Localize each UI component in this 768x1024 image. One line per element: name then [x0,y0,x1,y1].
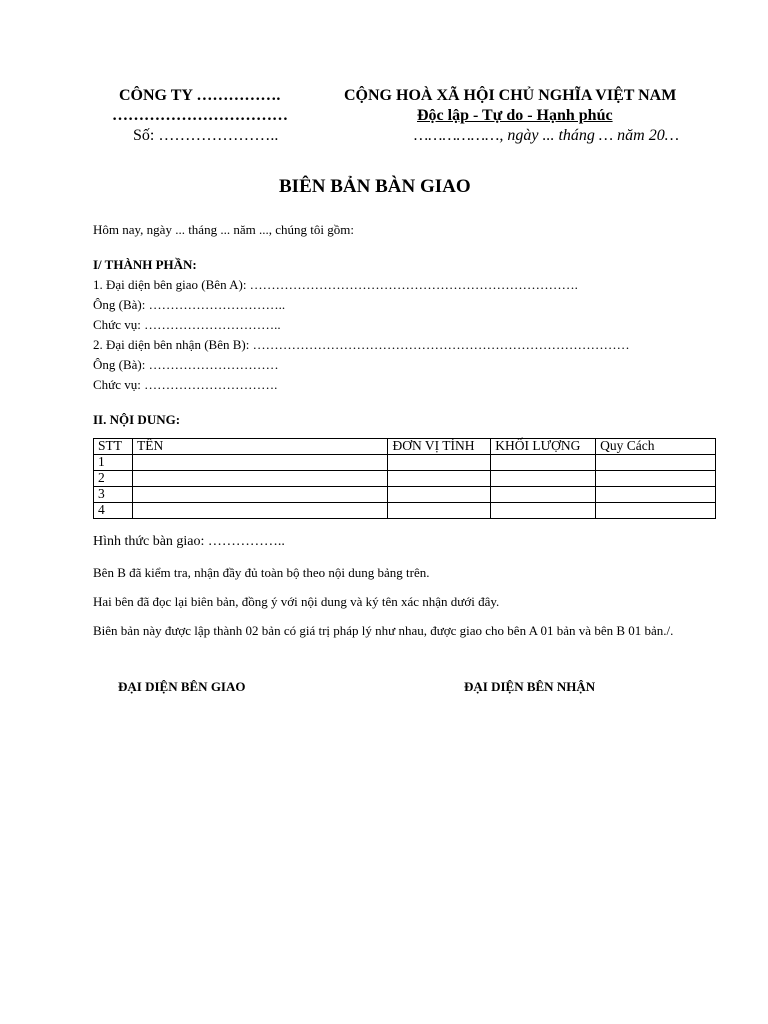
party-b-position: Chức vụ: …………………………. [93,377,278,392]
row-quantity-cell [491,503,596,519]
items-table [93,438,716,519]
row-stt: 2 [94,471,133,487]
row-spec-cell [596,471,716,487]
header-unit: ĐƠN VỊ TÍNH [388,439,491,455]
row-quantity-cell [491,487,596,503]
party-a-representative: 1. Đại diện bên giao (Bên A): …………………………………………………………………. [93,277,578,292]
handover-method: Hình thức bàn giao: …………….. [93,534,285,549]
row-spec-cell [596,455,716,471]
signature-party-b: ĐẠI DIỆN BÊN NHẬN [464,679,596,694]
table-row [94,471,716,487]
table-row [94,455,716,471]
paragraph-inspection: Bên B đã kiểm tra, nhận đầy đủ toàn bộ theo nội dung bảng trên. [93,565,430,580]
party-b-representative: 2. Đại diện bên nhận (Bên B): …………………………………………………………………………… [93,337,630,352]
national-title: CỘNG HOÀ XÃ HỘI CHỦ NGHĨA VIỆT NAM [344,87,677,104]
table-row [94,487,716,503]
row-name-cell [132,503,387,519]
paragraph-copies: Biên bản này được lập thành 02 bản có giá trị pháp lý như nhau, được giao cho bên A 01 bản và bên B 01 bản./. [93,623,674,638]
paragraph-agreement: Hai bên đã đọc lại biên bản, đồng ý với nội dung và ký tên xác nhận dưới đây. [93,594,500,609]
row-unit-cell [388,471,491,487]
header-quantity: KHỐI LƯỢNG [491,439,596,455]
signature-party-a: ĐẠI DIỆN BÊN GIAO [118,679,246,694]
document-number: Số: ………………….. [133,127,279,144]
document-title: BIÊN BẢN BÀN GIAO [279,176,471,197]
national-motto: Độc lập - Tự do - Hạnh phúc [417,107,613,124]
party-a-position: Chức vụ: ………………………….. [93,317,281,332]
row-stt: 1 [94,455,133,471]
table-row [94,503,716,519]
company-name-dots: …………………………… [112,107,288,124]
row-quantity-cell [491,455,596,471]
section-1-heading: I/ THÀNH PHẦN: [93,257,197,272]
header-spec: Quy Cách [596,439,716,455]
row-name-cell [132,487,387,503]
intro-text: Hôm nay, ngày ... tháng ... năm ..., chúng tôi gồm: [93,222,354,237]
row-spec-cell [596,487,716,503]
row-quantity-cell [491,471,596,487]
row-spec-cell [596,503,716,519]
header-stt: STT [94,439,133,455]
row-name-cell [132,455,387,471]
header-name: TÊN [132,439,387,455]
section-2-heading: II. NỘI DUNG: [93,412,181,427]
row-unit-cell [388,455,491,471]
party-a-name: Ông (Bà): ………………………….. [93,297,286,312]
company-name: CÔNG TY ……………. [119,87,281,104]
party-b-name: Ông (Bà): ………………………… [93,357,279,372]
row-stt: 4 [94,503,133,519]
row-name-cell [132,471,387,487]
place-date-line: ………………, ngày ... tháng … năm 20… [414,127,679,144]
table-header-row [94,439,716,455]
row-unit-cell [388,487,491,503]
row-unit-cell [388,503,491,519]
row-stt: 3 [94,487,133,503]
